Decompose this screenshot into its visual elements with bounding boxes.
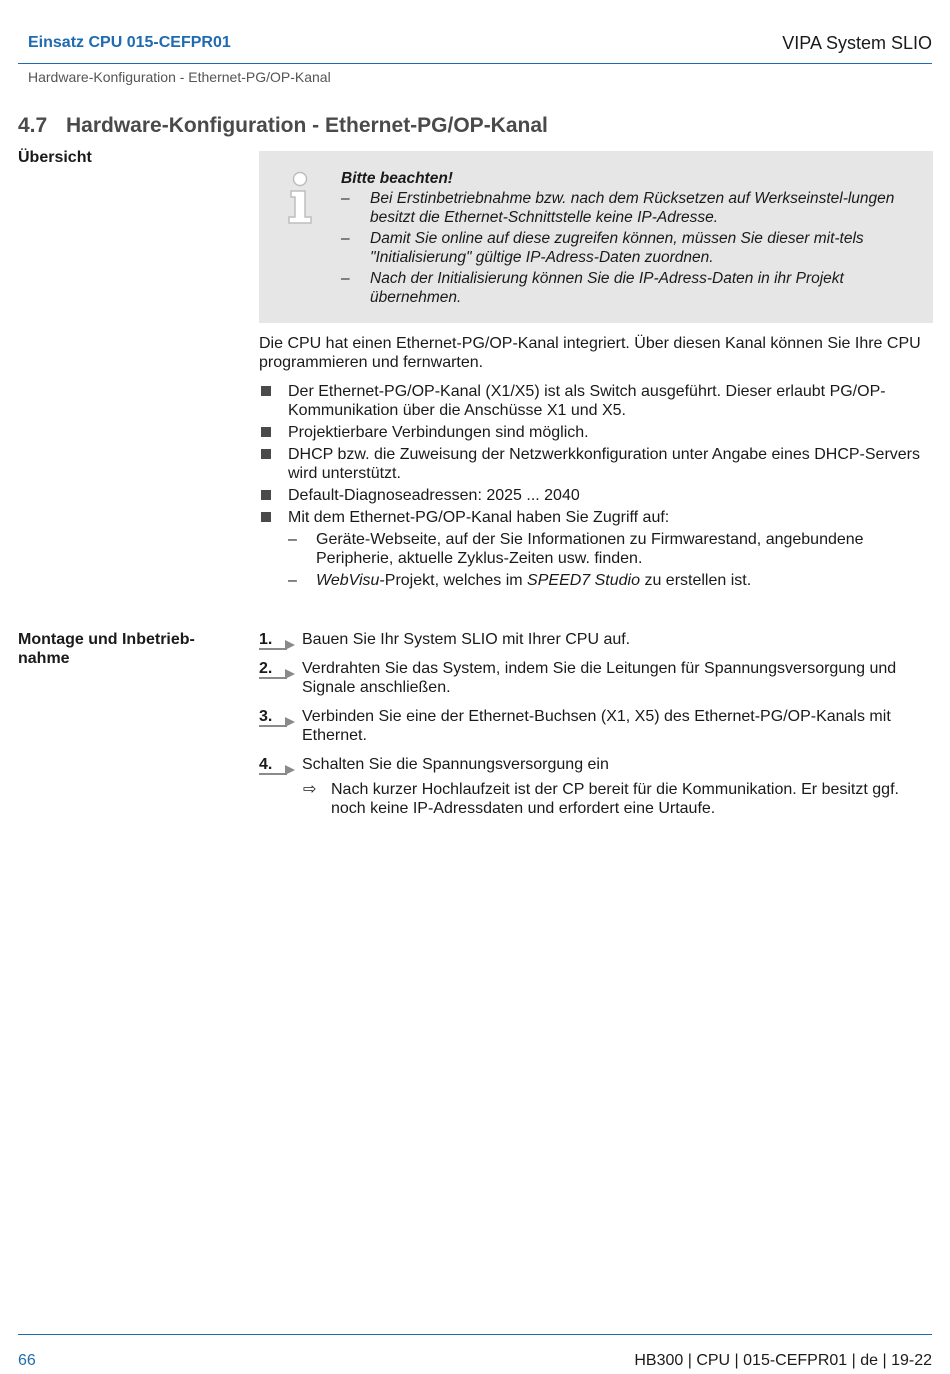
footer-rule (18, 1334, 932, 1335)
footer-doc-id: HB300 | CPU | 015-CEFPR01 | de | 19-22 (634, 1352, 932, 1369)
list-item: Projektierbare Verbindungen sind möglich. (259, 423, 929, 442)
sub-list-item: – Geräte-Webseite, auf der Sie Informationen zu Firmwarestand, angebundene Peripherie, aktuelle Zyklus-Zeiten usw. finden. (288, 531, 864, 567)
sub-list-item: – WebVisu-Projekt, welches im SPEED7 Studio zu erstellen ist. (288, 572, 752, 589)
step-item: 2. Verdrahten Sie das System, indem Sie die Leitungen für Spannungsversorgung und Signale anschließen. (259, 660, 897, 696)
note-item: – Damit Sie online auf diese zugreifen können, müssen Sie dieser mit-tels "Initialisierung" gültige IP-Adress-Daten zuordnen. (341, 230, 864, 266)
square-bullet-icon (261, 490, 271, 500)
section-number: 4.7 (18, 114, 48, 137)
header-product: VIPA System SLIO (782, 33, 932, 53)
header-rule (18, 63, 932, 64)
note-item: – Nach der Initialisierung können Sie die IP-Adress-Daten in ihr Projekt übernehmen. (341, 270, 844, 306)
note-title: Bitte beachten! (341, 170, 453, 187)
header-subtitle: Hardware-Konfiguration - Ethernet-PG/OP-Kanal (28, 69, 331, 85)
step-number: 1. (259, 630, 295, 652)
overview-label: Übersicht (18, 149, 92, 166)
step-result: ⇨ Nach kurzer Hochlaufzeit ist der CP bereit für die Kommunikation. Er besitzt ggf. noch keine IP-Adressdaten und erfordert eine Urtaufe. (303, 781, 899, 817)
note-item: – Bei Erstinbetriebnahme bzw. nach dem Rücksetzen auf Werkseinstel-lungen besitzt die Ethernet-Schnittstelle keine IP-Adresse. (341, 190, 895, 226)
step-number: 4. (259, 755, 295, 777)
setup-steps (259, 630, 933, 818)
intro-paragraph: Die CPU hat einen Ethernet-PG/OP-Kanal integriert. Über diesen Kanal können Sie Ihre CPU programmieren und fernwarten. (259, 335, 921, 371)
step-item: 3. Verbinden Sie eine der Ethernet-Buchsen (X1, X5) des Ethernet-PG/OP-Kanals mit Ethernet. (259, 708, 891, 744)
section-title (18, 114, 548, 138)
setup-label: Montage und Inbetrieb-nahme (18, 631, 195, 667)
step-number: 3. (259, 707, 295, 729)
list-item: Der Ethernet-PG/OP-Kanal (X1/X5) ist als Switch ausgeführt. Dieser erlaubt PG/OP-Kommunikation über die Anschüsse X1 und X5. (259, 382, 929, 420)
feature-list (259, 382, 929, 593)
square-bullet-icon (261, 512, 271, 522)
step-item: 4. Schalten Sie die Spannungsversorgung ein (259, 755, 933, 774)
step-number: 2. (259, 659, 295, 681)
list-item: DHCP bzw. die Zuweisung der Netzwerkkonfiguration unter Angabe eines DHCP-Servers wird unterstützt. (259, 445, 929, 483)
square-bullet-icon (261, 386, 271, 396)
square-bullet-icon (261, 427, 271, 437)
list-item: Default-Diagnoseadressen: 2025 ... 2040 (259, 486, 929, 505)
square-bullet-icon (261, 449, 271, 459)
step-item: 1. Bauen Sie Ihr System SLIO mit Ihrer CPU auf. (259, 630, 933, 649)
header-chapter: Einsatz CPU 015-CEFPR01 (28, 34, 231, 51)
section-title-text: Hardware-Konfiguration - Ethernet-PG/OP-Kanal (66, 114, 548, 137)
result-arrow-icon: ⇨ (303, 781, 317, 798)
info-icon (283, 171, 317, 227)
list-item: Mit dem Ethernet-PG/OP-Kanal haben Sie Zugriff auf: (259, 508, 929, 527)
note-box (259, 151, 933, 323)
page-number: 66 (18, 1352, 36, 1369)
